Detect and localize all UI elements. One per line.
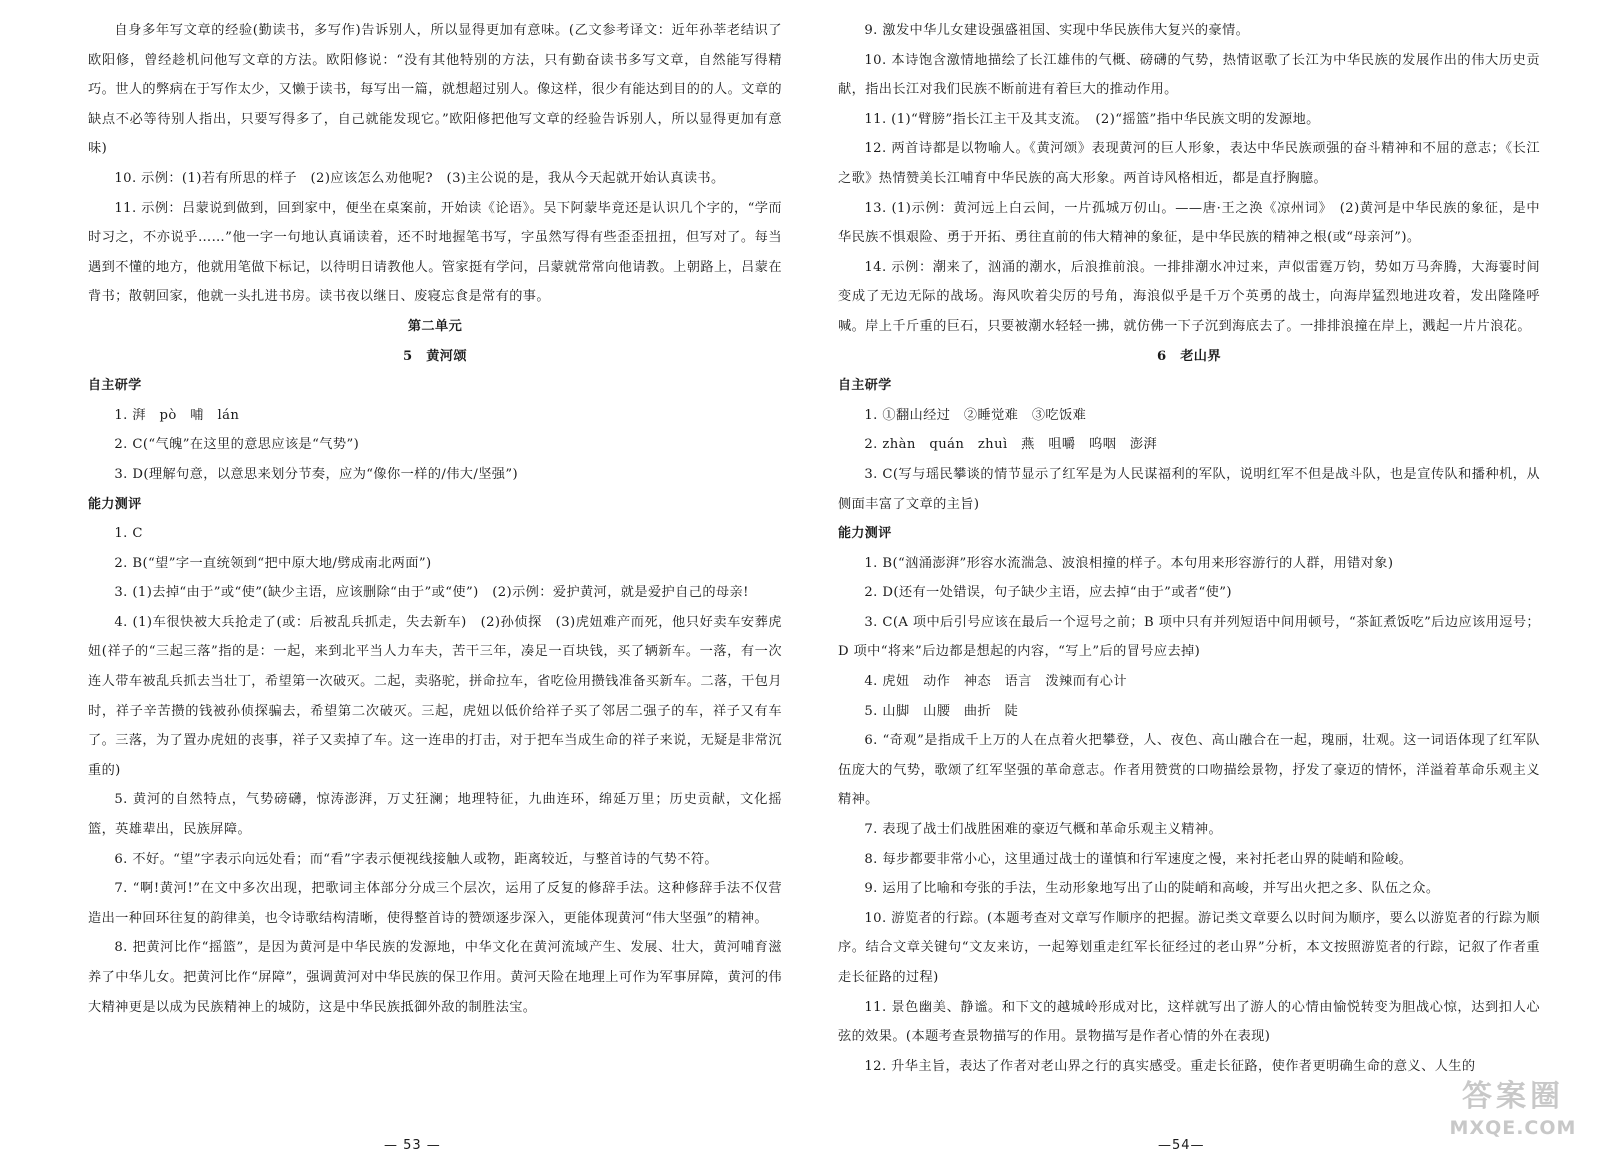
answer-paragraph: 6. 不好。“望”字表示向远处看；而“看”字表示便视线接触人或物，距离较近，与整首诗的气势不符。 bbox=[114, 851, 719, 867]
watermark-logo-text: 答案圈 bbox=[1462, 1079, 1564, 1114]
answer-paragraph: 10. 示例：(1)若有所思的样子 (2)应该怎么劝他呢? (3)主公说的是，我从今天起就开始认真读书。 bbox=[114, 170, 725, 186]
page-number-left: — 53 — bbox=[384, 1138, 441, 1153]
answer-paragraph: 8. 把黄河比作“摇篮”，是因为黄河是中华民族的发源地，中华文化在黄河流域产生、发展、壮大，黄河哺育滋养了中华儿女。把黄河比作“屏障”，强调黄河对中华民族的保卫作用。黄河天险在地理上可作为军事屏障，黄河的伟大精神更是以成为民族精神上的城防，这是中华民族抵御外敌的制胜法宝。 bbox=[88, 940, 782, 1015]
section-heading: 自主研学 bbox=[88, 378, 142, 394]
answer-paragraph: 11. (1)“臂膀”指长江主干及其支流。 (2)“摇篮”指中华民族文明的发源地。 bbox=[864, 111, 1320, 127]
watermark-url: MXQE.COM bbox=[1449, 1117, 1577, 1139]
answer-paragraph: 1. ①翻山经过 ②睡觉难 ③吃饭难 bbox=[864, 407, 1087, 423]
answer-paragraph: 5. 山脚 山腰 曲折 陡 bbox=[864, 703, 1019, 719]
left-column bbox=[88, 16, 782, 1022]
answer-paragraph: 13. (1)示例：黄河远上白云间，一片孤城万仞山。——唐·王之涣《凉州词》 (2)黄河是中华民族的象征，是中华民族不惧艰险、勇于开拓、勇往直前的伟大精神的象征，是中华民族的精神之根(或“母亲河”)。 bbox=[838, 200, 1540, 246]
answer-paragraph: 4. 虎妞 动作 神态 语言 泼辣而有心计 bbox=[864, 674, 1127, 690]
answer-paragraph: 7. 表现了战士们战胜困难的豪迈气概和革命乐观主义精神。 bbox=[864, 822, 1223, 838]
answer-paragraph: 自身多年写文章的经验(勤读书，多写作)告诉别人，所以显得更加有意味。(乙文参考译文：近年孙莘老结识了欧阳修，曾经趁机问他写文章的方法。欧阳修说：“没有其他特别的方法，只有勤奋读书多写文章，自然能写得精巧。世人的弊病在于写作太少，又懒于读书，每写出一篇，就想超过别人。像这样，很少有能达到目的的人。文章的缺点不必等待别人指出，只要写得多了，自己就能发现它。”欧阳修把他写文章的经验告诉别人，所以显得更加有意味) bbox=[88, 23, 782, 157]
section-heading: 自主研学 bbox=[838, 378, 892, 394]
answer-paragraph: 10. 本诗饱含激情地描绘了长江雄伟的气概、磅礴的气势，热情讴歌了长江为中华民族的发展作出的伟大历史贡献，指出长江对我们民族不断前进有着巨大的推动作用。 bbox=[838, 52, 1540, 98]
answer-paragraph: 3. C(A 项中后引号应该在最后一个逗号之前；B 项中只有并列短语中间用顿号，“茶缸煮饭吃”后边应该用逗号；D 项中“将来”后边都是想起的内容，“写上”后的冒号应去掉) bbox=[838, 614, 1540, 660]
answer-paragraph: 8. 每步都要非常小心，这里通过战士的谨慎和行军速度之慢，来衬托老山界的陡峭和险峻。 bbox=[864, 851, 1413, 867]
unit-title: 6 老山界 bbox=[1157, 348, 1221, 364]
answer-paragraph: 11. 示例：吕蒙说到做到，回到家中，便坐在桌案前，开始读《论语》。吴下阿蒙毕竟还是认识几个字的，“学而时习之，不亦说乎……”他一字一句地认真诵读着，还不时地握笔书写，字虽然写得有些歪歪扭扭，但写对了。每当遇到不懂的地方，他就用笔做下标记，以待明日请教他人。管家挺有学问，吕蒙就常常向他请教。上朝路上，吕蒙在背书；散朝回家，他就一头扎进书房。读书夜以继日、废寝忘食是常有的事。 bbox=[88, 200, 782, 305]
answer-paragraph: 2. C(“气魄”在这里的意思应该是“气势”) bbox=[114, 437, 360, 453]
answer-paragraph: 6. “奇观”是指成千上万的人在点着火把攀登，人、夜色、高山融合在一起，瑰丽，壮观。这一词语体现了红军队伍庞大的气势，歌颂了红军坚强的革命意志。作者用赞赏的口吻描绘景物，抒发了豪迈的情怀，洋溢着革命乐观主义精神。 bbox=[838, 733, 1540, 808]
watermark-logo bbox=[1438, 1077, 1588, 1155]
unit-title: 5 黄河颂 bbox=[403, 348, 467, 364]
answer-paragraph: 2. B(“望”字一直统领到“把中原大地/劈成南北两面”) bbox=[114, 555, 432, 571]
answer-paragraph: 2. D(还有一处错误，句子缺少主语，应去掉“由于”或者“使”) bbox=[864, 585, 1232, 601]
answer-paragraph: 10. 游览者的行踪。(本题考查对文章写作顺序的把握。游记类文章要么以时间为顺序，要么以游览者的行踪为顺序。结合文章关键句“文友来访，一起筹划重走红军长征经过的老山界”分析，本文按照游览者的行踪，记叙了作者重走长征路的过程) bbox=[838, 910, 1540, 985]
answer-paragraph: 12. 两首诗都是以物喻人。《黄河颂》表现黄河的巨人形象，表达中华民族顽强的奋斗精神和不屈的意志；《长江之歌》热情赞美长江哺育中华民族的高大形象。两首诗风格相近，都是直抒胸臆。 bbox=[838, 141, 1540, 186]
answer-paragraph: 12. 升华主旨，表达了作者对老山界之行的真实感受。重走长征路，使作者更明确生命的意义、人生的 bbox=[864, 1058, 1476, 1074]
answer-paragraph: 9. 运用了比喻和夸张的手法，生动形象地写出了山的陡峭和高峻，并写出火把之多、队伍之众。 bbox=[864, 881, 1440, 897]
page-number-right: —54— bbox=[1158, 1138, 1205, 1153]
answer-paragraph: 3. C(写与瑶民攀谈的情节显示了红军是为人民谋福利的军队，说明红军不但是战斗队，也是宣传队和播种机，从侧面丰富了文章的主旨) bbox=[838, 466, 1540, 512]
answer-paragraph: 2. zhàn quán zhuì 燕 咀嚼 呜咽 澎湃 bbox=[864, 437, 1158, 453]
section-heading: 能力测评 bbox=[838, 526, 892, 542]
answer-paragraph: 1. C bbox=[114, 526, 143, 542]
answer-paragraph: 1. 湃 pò 哺 lán bbox=[114, 407, 240, 423]
answer-paragraph: 9. 激发中华儿女建设强盛祖国、实现中华民族伟大复兴的豪情。 bbox=[864, 23, 1250, 38]
section-heading: 能力测评 bbox=[88, 496, 142, 512]
answer-paragraph: 1. B(“汹涌澎湃”形容水流湍急、波浪相撞的样子。本句用来形容游行的人群，用错对象) bbox=[864, 555, 1394, 571]
answer-paragraph: 5. 黄河的自然特点，气势磅礴，惊涛澎湃，万丈狂澜；地理特征，九曲连环，绵延万里；历史贡献，文化摇篮，英雄辈出，民族屏障。 bbox=[88, 792, 782, 838]
answer-paragraph: 3. D(理解句意，以意思来划分节奏，应为“像你一样的/伟大/坚强”) bbox=[114, 466, 519, 482]
right-page bbox=[800, 0, 1600, 1161]
answer-paragraph: 4. (1)车很快被大兵抢走了(或：后被乱兵抓走，失去新车) (2)孙侦探 (3)虎妞难产而死，他只好卖车安葬虎妞(祥子的“三起三落”指的是：一起，来到北平当人力车夫，苦干三年，凑足一百块钱，买了辆新车。一落，有一次连人带车被乱兵抓去当壮丁，希望第一次破灭。二起，卖骆驼，拼命拉车，省吃俭用攒钱准备买新车。二落，干包月时，祥子辛苦攒的钱被孙侦探骗去，希望第二次破灭。三起，虎妞以低价给祥子买了邻居二强子的车，祥子又有车了。三落，为了置办虎妞的丧事，祥子又卖掉了车。这一连串的打击，对于把车当成生命的祥子来说，无疑是非常沉重的) bbox=[88, 614, 782, 778]
answer-paragraph: 3. (1)去掉“由于”或“使”(缺少主语，应该删除“由于”或“使”) (2)示例：爱护黄河，就是爱护自己的母亲! bbox=[114, 585, 749, 601]
unit-title: 第二单元 bbox=[407, 318, 463, 334]
answer-paragraph: 11. 景色幽美、静谧。和下文的越城岭形成对比，这样就写出了游人的心情由愉悦转变为胆战心惊，达到扣人心弦的效果。(本题考查景物描写的作用。景物描写是作者心情的外在表现) bbox=[838, 999, 1540, 1045]
answer-paragraph: 14. 示例：潮来了，汹涌的潮水，后浪推前浪。一排排潮水冲过来，声似雷霆万钧，势如万马奔腾，大海霎时间变成了无边无际的战场。海风吹着尖厉的号角，海浪似乎是千万个英勇的战士，向海岸猛烈地进攻着，发出隆隆呼喊。岸上千斤重的巨石，只要被潮水轻轻一拂，就仿佛一下子沉到海底去了。一排排浪撞在岸上，溅起一片片浪花。 bbox=[838, 259, 1540, 334]
answer-paragraph: 7. “啊!黄河!”在文中多次出现，把歌词主体部分分成三个层次，运用了反复的修辞手法。这种修辞手法不仅营造出一种回环往复的韵律美，也令诗歌结构清晰，使得整首诗的赞颂逐步深入，更能体现黄河“伟大坚强”的精神。 bbox=[88, 881, 782, 926]
right-column bbox=[838, 16, 1540, 1081]
